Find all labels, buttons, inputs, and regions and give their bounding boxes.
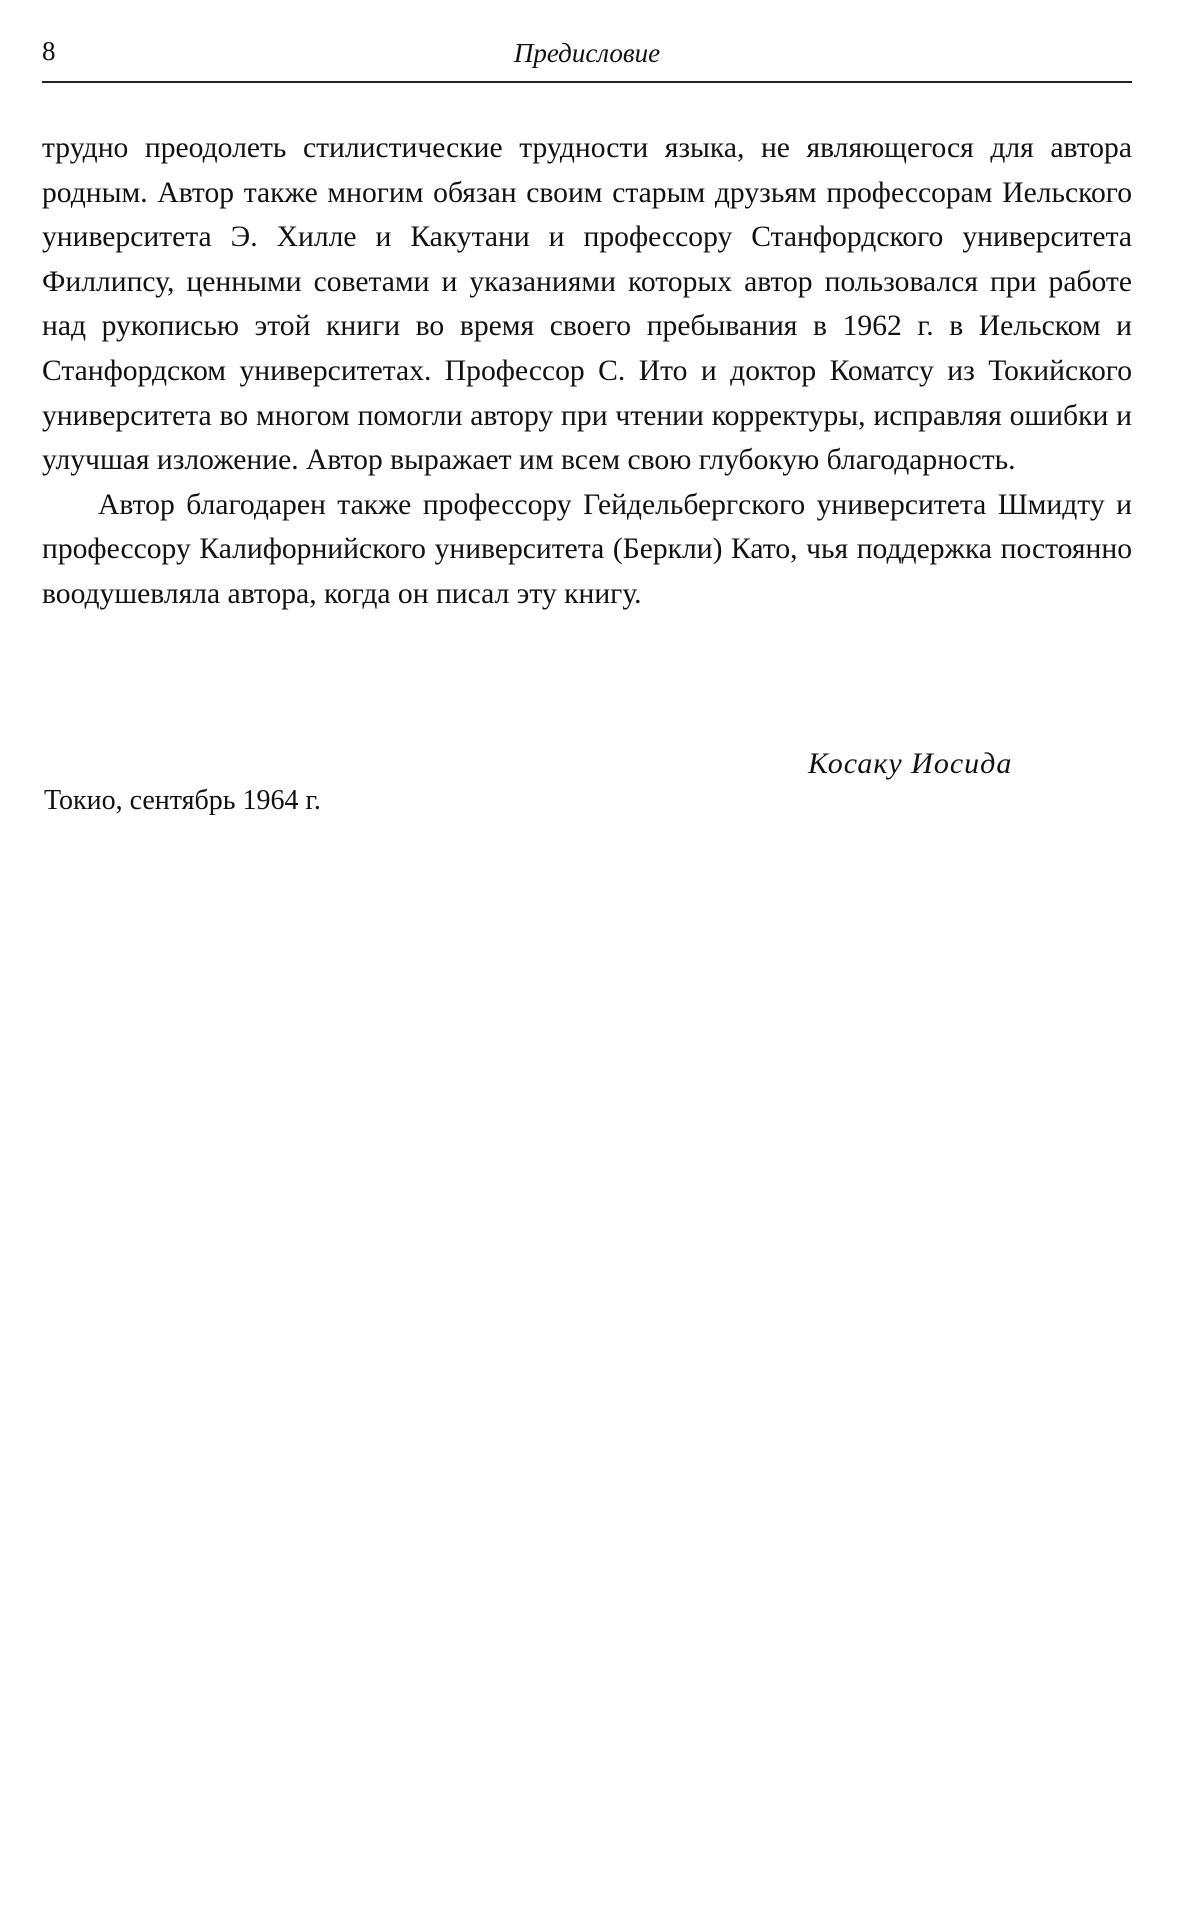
paragraph-continued: трудно преодолеть стилистические трудности языка, не являющегося для автора родным. Автор также многим обязан своим старым друзьям профессорам Иельского университета Э. Хилле и Какутани и профессору Станфордского университета Филлипсу, ценными советами и указаниями которых автор пользовался при работе над рукописью этой книги во время своего пребывания в 1962 г. в Иельском и Станфордском университетах. Профессор С. Ито и доктор Коматсу из Токийского университета во многом помогли автору при чтении корректуры, исправляя ошибки и улучшая изложение. Автор выражает им всем свою глубокую благодарность. [42,132,1132,477]
page-header [42,36,1132,84]
paragraph-acknowledgement: Автор благодарен также профессору Гейдельбергского университета Шмидту и профессору Калифорнийского университета (Беркли) Като, чья поддержка постоянно воодушевляла автора, когда он писал эту книгу. [42,488,1132,610]
page-number: 8 [42,36,56,66]
running-head: Предисловие [513,38,661,68]
header-rule [42,81,1132,83]
author-signature: Косаку Иосида [808,747,1013,780]
body-text [42,126,1132,617]
place-date: Токио, сентябрь 1964 г. [44,785,321,816]
